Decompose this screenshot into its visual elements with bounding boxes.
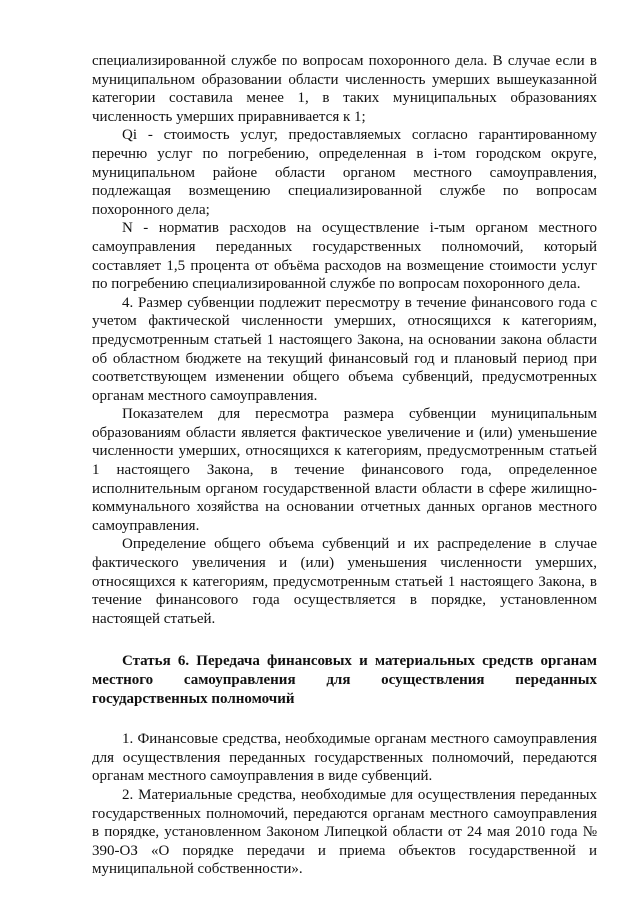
spacer — [92, 628, 597, 652]
paragraph-article-6-item-1: 1. Финансовые средства, необходимые органам местного самоуправления для осуществления переданных государственных полномочий, передаются органам местного самоуправления в виде субвенций. — [92, 731, 597, 785]
paragraph-qi-definition: Qi - стоимость услуг, предоставляемых согласно гарантированному перечню услуг по погребению, определенная в i-том городском округе, муниципальном районе области органом местного самоуправления, подлежащая возмещению специализированной службе по вопросам похоронного дела; — [92, 127, 597, 218]
paragraph-article-6-item-2: 2. Материальные средства, необходимые для осуществления переданных государственных полномочий, передаются органам местного самоуправления в порядке, установленном Законом Липецкой области от 24 мая 2010 года № 390-ОЗ «О порядке передачи и приема объектов государственной и муниципальной собственности». — [92, 786, 597, 878]
paragraph-continuation: специализированной службе по вопросам похоронного дела. В случае если в муниципальном образовании области численность умерших вышеуказанной категории составила менее 1, в таких муниципальных образованиях численность умерших приравнивается к 1; — [92, 53, 597, 125]
paragraph-item-4: 4. Размер субвенции подлежит пересмотру в течение финансового года с учетом фактической численности умерших, относящихся к категориям, предусмотренным статьей 1 настоящего Закона, на основании закона области об областном бюджете на текущий финансовый год и плановый период при соответствующем изменении общего объема субвенций, предусмотренных органам местного самоуправления. — [92, 294, 597, 404]
article-6-heading: Статья 6. Передача финансовых и материальных средств органам местного самоуправления для осуществления переданных государственных полномочий — [92, 653, 597, 707]
paragraph-total-volume: Определение общего объема субвенций и их распределение в случае фактического увеличения и (или) уменьшения численности умерших, относящихся к категориям, предусмотренным статьей 1 настоящего Закона, в течение финансового года осуществляется в порядке, установленном настоящей статьей. — [92, 536, 597, 627]
paragraph-revision-indicator: Показателем для пересмотра размера субвенции муниципальным образованиям области является фактическое увеличение и (или) уменьшение численности умерших, относящихся к категориям, предусмотренным статьей 1 настоящего Закона, в течение финансового года, определенное исполнительным органом государственной власти области в сфере жилищно-коммунального хозяйства на основании отчетных данных органов местного самоуправления. — [92, 406, 597, 534]
paragraph-n-definition: N - норматив расходов на осуществление i-тым органом местного самоуправления переданных государственных полномочий, который составляет 1,5 процента от объёма расходов на возмещение стоимости услуг по погребению специализированной службе по вопросам похоронного дела. — [92, 220, 597, 293]
document-page — [92, 52, 597, 879]
spacer — [92, 708, 597, 730]
